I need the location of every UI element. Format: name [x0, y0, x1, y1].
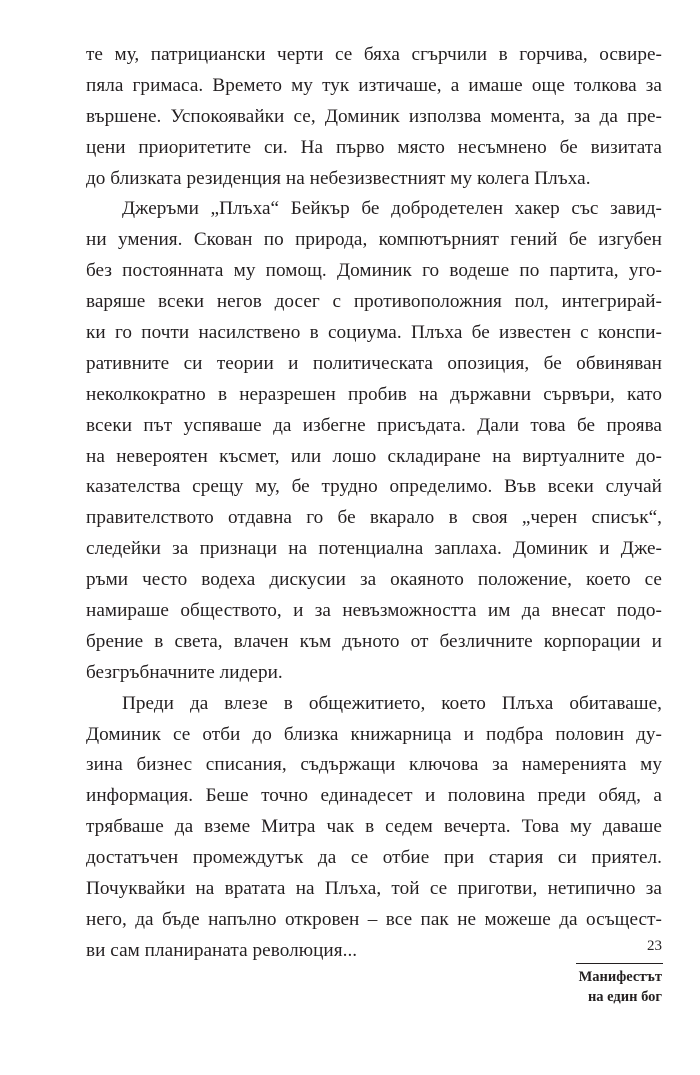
text-line: цени приоритетите си. На първо място несъмнено бе визитата [86, 136, 662, 158]
page-number: 23 [647, 938, 662, 954]
text-line: информация. Беше точно единадесет и половина преди обяд, а [86, 785, 662, 807]
text-line: достатъчен промеждутък да се отбие при стария си приятел. [86, 847, 662, 869]
text-line: Доминик се отби до близка книжарница и подбра половин ду- [86, 723, 662, 745]
text-line: безгръбначните лидери. [86, 661, 283, 683]
text-line: зина бизнес списания, съдържащи ключова за намеренията му [86, 754, 662, 776]
text-line: намираше обществото, и за невъзможността им да внесат подо- [86, 600, 662, 622]
text-line: казателства срещу му, бе трудно определимо. Във всеки случай [86, 476, 662, 498]
text-line: пяла гримаса. Времето му тук изтичаше, а имаше още толкова за [86, 74, 662, 96]
text-line: вършене. Успокоявайки се, Доминик използва момента, за да пре- [86, 105, 662, 127]
text-line: неколкократно в неразрешен пробив на държавни сървъри, като [86, 383, 662, 405]
book-title-line-2: на един бог [587, 989, 662, 1005]
text-line: него, да бъде напълно откровен – все пак не можеше да осъщест- [86, 908, 662, 930]
text-line: ративните си теории и политическата опозиция, бе обвиняван [86, 352, 662, 374]
text-line: Почуквайки на вратата на Плъха, той се приготви, нетипично за [86, 878, 662, 900]
text-line: на невероятен късмет, или лошо складиране на виртуалните до- [86, 445, 662, 467]
text-line: варяше всеки негов досег с противоположния пол, интегрирай- [86, 291, 662, 313]
footer-divider [576, 963, 663, 964]
text-line: те му, патрициански черти се бяха сгърчили в горчива, освире- [86, 44, 662, 65]
text-line: ни умения. Скован по природа, компютърният гений бе изгубен [86, 229, 662, 251]
body-text [86, 40, 662, 967]
book-title-line-1: Манифестът [578, 969, 662, 985]
text-line: трябваше да вземе Митра чак в седем вечерта. Това му даваше [86, 816, 662, 838]
text-line: Джеръми „Плъха“ Бейкър бе добродетелен хакер със завид- [122, 198, 662, 220]
text-line: ръми често водеха дискусии за окаяното положение, което се [86, 569, 662, 591]
text-line: брение в света, влачен към дъното от безличните корпорации и [86, 630, 662, 652]
text-line: до близката резиденция на небезизвестният му колега Плъха. [86, 167, 591, 189]
text-line: ви сам планираната революция... [86, 939, 358, 961]
text-line: всеки път успяваше да избегне присъдата. Дали това бе проява [86, 414, 662, 436]
text-line: правителството отдавна го бе вкарало в своя „черен списък“, [86, 507, 662, 529]
text-line: без постоянната му помощ. Доминик го водеше по партита, уго- [86, 260, 662, 282]
text-line: следейки за признаци на потенциална заплаха. Доминик и Дже- [86, 538, 662, 560]
running-footer-title [462, 967, 662, 1007]
text-line: ки го почти насилствено в социума. Плъха бе известен с конспи- [86, 322, 662, 344]
text-line: Преди да влезе в общежитието, което Плъха обитаваше, [122, 692, 662, 714]
